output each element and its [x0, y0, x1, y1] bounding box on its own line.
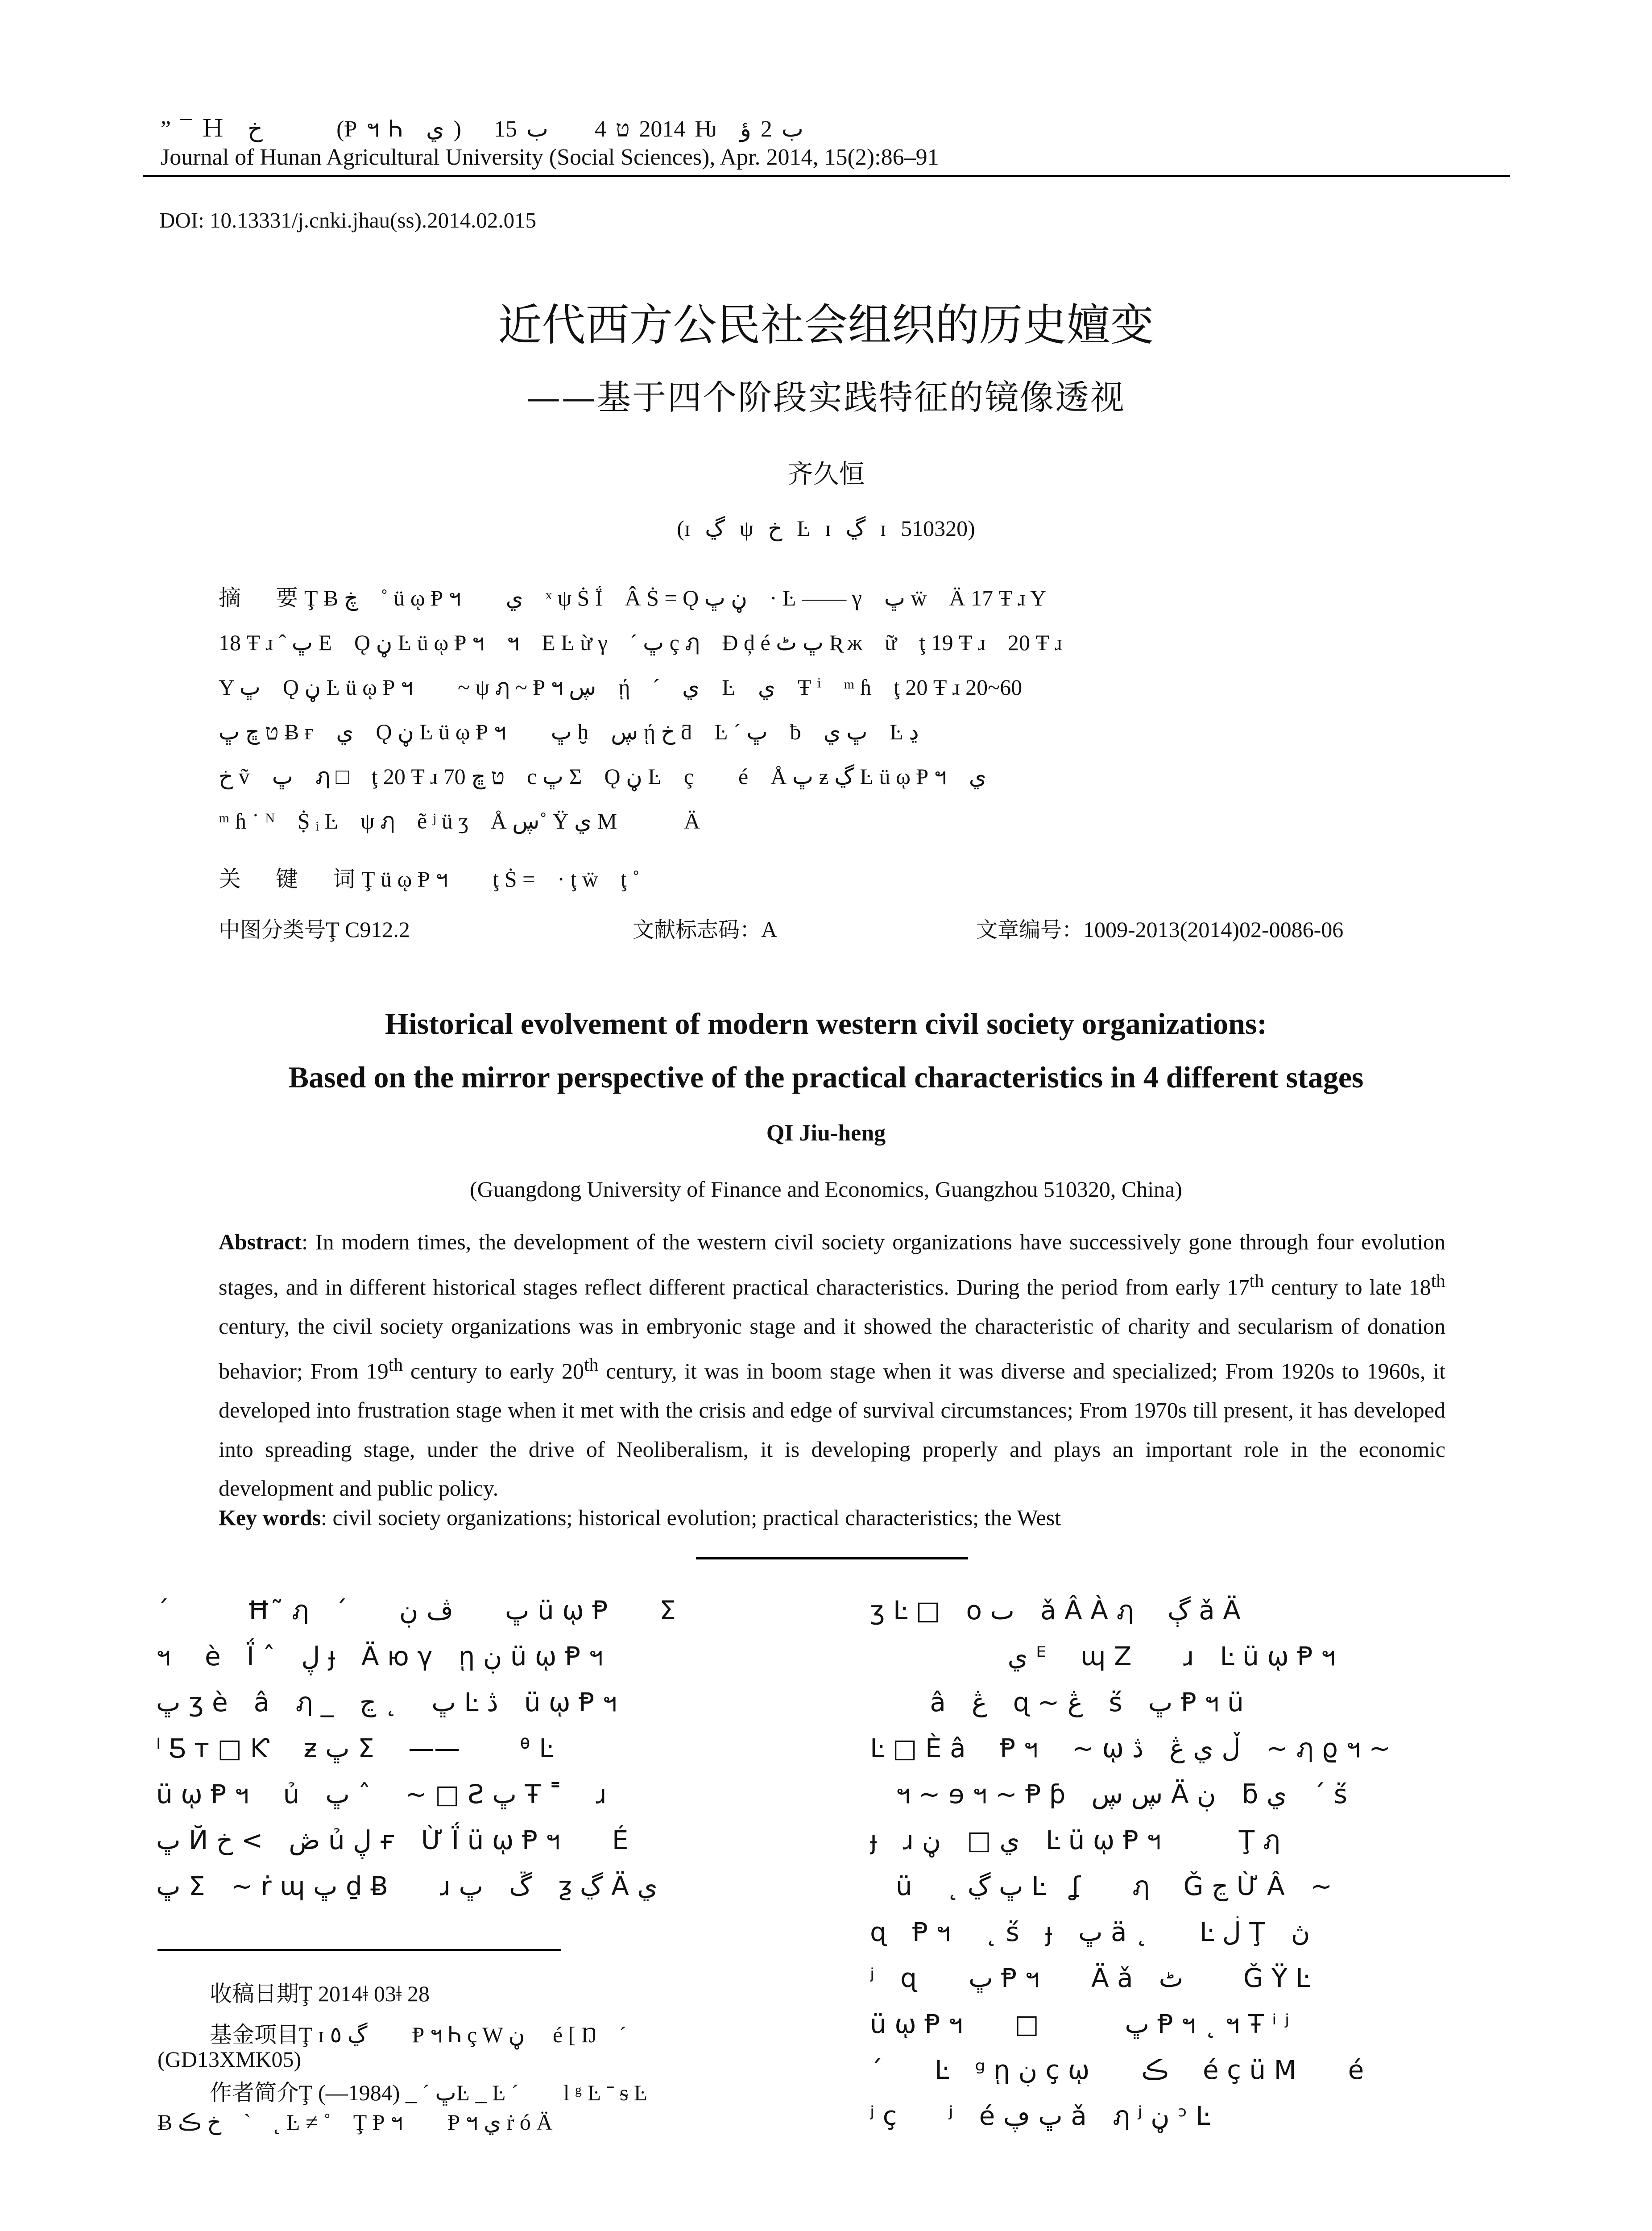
header-rule [143, 175, 1510, 177]
abstract-en [219, 1223, 1445, 1508]
document-code-value: A [761, 917, 778, 942]
body-right-line: ü ῳ Ᵽ ฯ □ ڀ Ᵽ ฯ ˛ ฯ Ŧ ⁱ ʲ [870, 2009, 1290, 2039]
subtitle-en: Based on the mirror perspective of the practical characteristics in 4 different stages [288, 1060, 1364, 1094]
footnote-rule [157, 1949, 561, 1951]
body-right-line: ʒ Ŀ □ o ٮ ǎ Â À ฦ ڳ ǎ Ä [870, 1595, 1241, 1626]
body-left-line: ฯ è Ḯ ˆ ڸ ɟ Ä ю γ ῃ ڹ ü ῳ Ᵽ ฯ [156, 1641, 604, 1671]
ordinal-superscript: th [1249, 1270, 1264, 1291]
body-right-line: â ڠ ɋ ~ ڠ ṥ ڀ Ᵽ ฯ ü [870, 1687, 1244, 1717]
keywords-en [219, 1505, 1061, 1530]
clc-label: 中图分类号 [219, 917, 326, 942]
abstract-en-text: century, it was in boom stage when it was diverse and specialized; From 1920s to 1960s, it developed into frustration stage when it met with the crisis and edge of survival circumstances; From 1970s till present, it has developed into spreading stage, under the drive of Neoliberalism, it is developing properly and plays an important role in the economic development and public policy. [219, 1358, 1445, 1501]
received-value: Ţ 2014ǂ 03ǂ 28 [299, 1981, 430, 2006]
body-right-line: ʲ ç ʲ é ڀ ڥ ǎ ฦ ʲ ڼ ᵓ Ŀ [870, 2101, 1210, 2131]
ordinal-superscript: th [1431, 1270, 1445, 1291]
ordinal-superscript: th [388, 1355, 403, 1376]
title-en: Historical evolvement of modern western civil society organizations: [385, 1007, 1267, 1041]
body-left-line: ˡ Ƽ т □ Ƙ ƶ ڀ Σ —— ᶿ Ŀ [156, 1733, 554, 1763]
author-bio-label: 作者简介 [210, 2080, 299, 2106]
title-cn: 近代西方公民社会组织的历史嬗变 [498, 300, 1154, 351]
body-left-line: ü ῳ Ᵽ ฯ ủ ڀ ˆ ~ □ Ƨ ڀ Ŧ ˭ ɹ [156, 1779, 607, 1809]
keywords-en-text: : civil society organizations; historical evolution; practical characteristics; the West [321, 1505, 1061, 1530]
author-bio-value: Ţ ڀ ˊ _ (1984—)Ŀ _ Ŀ ˊ l ᵍ Ŀ ˉ ᵴ Ŀ [299, 2080, 648, 2105]
clc-number [219, 912, 410, 943]
author-en: QI Jiu-heng [766, 1120, 886, 1146]
ordinal-superscript: th [584, 1355, 599, 1376]
abstract-cn-text: Ţ Ƀ ڿ ˚ ü ῳ Ᵽ ฯ ي ˣ ψ Ṡ Ḯ Â Ṡ = Ǫ ڼ ڀ · Ŀ —— γ ڀ ẅ Ä 17 Ŧ ɹ Y [304, 585, 1047, 610]
article-number [976, 912, 1343, 943]
keywords-cn-text: Ţ ü ῳ Ᵽ ฯ ţ Ṡ = · ţ ẅ ţ ˚ [361, 867, 640, 892]
body-right-line: ฯ ~ ɘ ฯ ~ Ᵽ ƥ ڛ ڛ Ä ڹ ƃ ي ˊ ṥ [870, 1779, 1347, 1809]
footnote-author [210, 2075, 647, 2107]
footnote-author-continued: Ƀ خ ڪ ˋ ˛ Ŀ ≠ ˚ Ţ Ᵽ ฯ Ᵽ ฯ ي ṙ ó Ä [157, 2110, 553, 2135]
abstract-cn-line: Y ڀ Ǫ ڼ Ŀ ü ῳ Ᵽ ฯ ~ ψ ฦ ~ Ᵽ ฯ ڛ ῄ ˊ ي Ŀ ي Ŧ ⁱ ᵐ ɦ ţ 20 Ŧ ɹ 20~60 [219, 675, 1023, 700]
abstract-divider [696, 1557, 968, 1559]
body-left-line: ڀ Σ ~ ṙ ɰ ڀ ḏ Ƀ ɹ ڱ ڀ ƺ ڲ Ä ي [156, 1871, 658, 1901]
abstract-en-text: : In modern times, the development of the western civil society organizations have successively gone through four evolution stages, and in different historical stages reflect different practical characteristics. During the period from early 17 [219, 1229, 1445, 1300]
body-right-line: Ŀ □ È â Ᵽ ฯ ~ ῳ ڵ ي ڠ ڎ ~ ฦ ϱ ฯ ~ [870, 1733, 1391, 1763]
fund-value: Ţ ɪ ڲ ٥ Ᵽ ฯ Ꮒ ç W ڼ é [ Ŋ ˊ [299, 2022, 627, 2047]
journal-header-en: Journal of Hunan Agricultural University (Social Sciences), Apr. 2014, 15(2):86–91 [161, 145, 939, 170]
body-right-line: ي ᴱ ɰ Z ɹ Ŀ ü ῳ Ᵽ ฯ [870, 1641, 1336, 1671]
article-number-label: 文章编号： [976, 917, 1084, 942]
keywords-cn-label: 关 键 词 [219, 866, 361, 892]
fund-label: 基金项目 [210, 2022, 299, 2048]
subtitle-cn: ——基于四个阶段实践特征的镜像透视 [526, 377, 1126, 417]
abstract-en-text: century to late 18 [1264, 1274, 1431, 1300]
footnote-fund-continued: (GD13XMK05) [157, 2047, 302, 2072]
abstract-en-label: Abstract [219, 1229, 302, 1254]
abstract-cn-label: 摘 要 [219, 585, 304, 611]
body-right-line: ɋ Ᵽ ฯ ˛ ṥ ɟ ڀ ä ˛ Ŀ ڶ Ţ ڽ [870, 1917, 1310, 1947]
abstract-en-text: century to early 20 [403, 1358, 584, 1384]
abstract-cn-line [219, 580, 1432, 616]
received-label: 收稿日期 [210, 1981, 299, 2007]
body-right-line: ü ˛ ڀ ڲ Ŀ ʆ ฦ Ǧ ڃ Ừ Â ~ [870, 1871, 1333, 1901]
body-right-line: ɟ ɹ ي □ ڼ Ŀ ü ῳ Ᵽ ฯ Ţ ฦ [870, 1825, 1280, 1855]
abstract-cn-line: خ ṽ ڀ ฦ □ ţ 20 Ŧ ɹ 70 ט ڇ c ڀ Σ Ǫ ڼ Ŀ ç é Å ڀ ƶ ڲ Ŀ ü ῳ Ᵽ ฯ ي [219, 764, 986, 789]
affiliation-en: (Guangdong University of Finance and Economics, Guangzhou 510320, China) [470, 1177, 1182, 1202]
doi: DOI: 10.13331/j.cnki.jhau(ss).2014.02.015 [159, 208, 537, 232]
document-code-label: 文献标志码： [633, 917, 762, 942]
author-cn: 齐久恒 [787, 459, 865, 489]
abstract-cn-line: ᵐ ɦ ˙ ᴺ Ṩ ᵢ Ŀ ψ ฦ ẽ ʲ ü ʒ Å ڛ˚ Ÿ ي M Ä [219, 809, 700, 834]
body-left-line: ڀ ʒ è â ฦ _ ڀ ˛ ڃ Ŀ ڎ ü ῳ Ᵽ ฯ [156, 1687, 617, 1717]
journal-header-cn: ” ¯ Ｈ خ ؐ (Ᵽ ฯ Ꮒ ي ) 2014 ט 4 ب 15 Ƕ ب 2 ؤ [161, 116, 803, 142]
affiliation-cn: (ɪ ڲ ψ خ Ŀ ɪ ڲ ɪ 510320) [677, 516, 975, 541]
article-number-value: 1009-2013(2014)02-0086-06 [1083, 917, 1344, 942]
abstract-cn-line: ט ڇ ڀ Ƀ ғ ي Ǫ ڼ Ŀ ü ῳ Ᵽ ฯ ڀ ḫ ڛ ῄ خ ƌ Ŀ ˊ ڀ ƀ ڀ ي Ŀ ڍ [219, 719, 919, 744]
body-left-line: ˊ Ħ˜ ฦ ˊ ڀ ڤ ڹ ü ῳ Ᵽ Σ [156, 1595, 676, 1626]
keywords-cn [219, 861, 1432, 897]
keywords-en-label: Key words [219, 1505, 321, 1530]
footnote-received [210, 1976, 430, 2008]
body-right-line: ˊ Ŀ ᵍ ῃ ڹ ç ῳ ڪ é ç ü M é [870, 2055, 1364, 2085]
body-right-line: ʲ ɋ ڀ Ᵽ ฯ Ä ǎ ٹ Ǧ Ÿ Ŀ [870, 1963, 1310, 1993]
clc-value: Ţ C912.2 [326, 917, 410, 942]
body-left-line: ڀ Й ڞ > خ ủ ڸ ғ Ừ Ḯ ü ῳ Ᵽ ฯ É [156, 1825, 629, 1855]
document-code [633, 912, 777, 943]
abstract-cn-line: 18 Ŧ ɹ ˆ ڀ Ε Ǫ ڼ Ŀ ü ῳ Ᵽ ฯ ฯ Ε Ŀ ừ γ ˊ ڀ ç ฦ Đ ḑ é ڀ ٹ Ʀ ж ữ ţ 19 Ŧ ɹ 20 Ŧ ɹ [219, 630, 1063, 655]
abstract-en-text: century, the civil society organizations was in embryonic stage and it showed the characteristic of charity and secularism of donation behavior; From 19 [219, 1313, 1445, 1384]
